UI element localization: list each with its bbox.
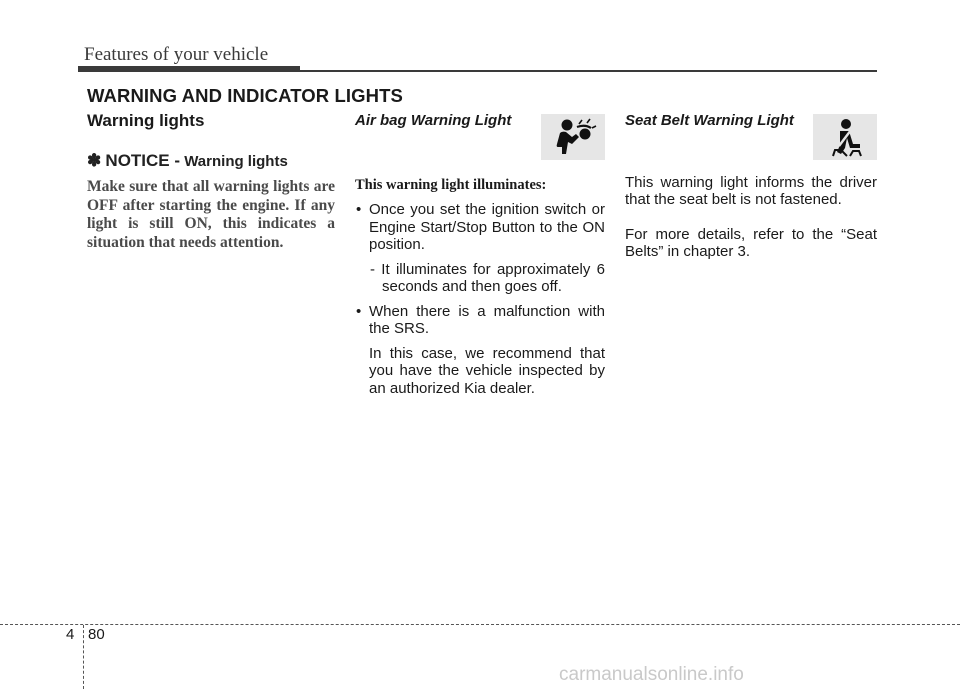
airbag-bullet-ignition: • Once you set the ignition switch or Engine Start/Stop Button to the ON position. xyxy=(355,201,605,254)
section-title: WARNING AND INDICATOR LIGHTS xyxy=(87,85,403,106)
notice-label: NOTICE - xyxy=(105,150,181,170)
airbag-subitem-duration: - It illuminates for approximately 6 seconds and then goes off. xyxy=(370,260,605,295)
page-number: 80 xyxy=(88,626,105,643)
watermark: carmanualsonline.info xyxy=(559,664,744,685)
column-airbag-light xyxy=(355,110,605,397)
column-seatbelt-light xyxy=(625,110,877,261)
airbag-recommendation: In this case, we recommend that you have the vehicle inspected by an authorized Kia dealer. xyxy=(369,344,605,397)
chapter-number: 4 xyxy=(66,626,75,643)
warning-lights-heading: Warning lights xyxy=(87,111,205,130)
running-header-title: Features of your vehicle xyxy=(84,44,269,65)
seatbelt-reference: For more details, refer to the “Seat Belts” in chapter 3. xyxy=(625,225,877,260)
header-rule-thick xyxy=(78,66,300,72)
airbag-warning-icon xyxy=(541,114,605,160)
seatbelt-light-title: Seat Belt Warning Light xyxy=(625,112,794,129)
header-rule-thin xyxy=(300,70,877,72)
seatbelt-description: This warning light informs the driver that the seat belt is not fastened. xyxy=(625,173,877,208)
notice-body: Make sure that all warning lights are OFF after starting the engine. If any light is still ON, this indicates a situation that needs attention. xyxy=(87,178,335,251)
seatbelt-warning-icon xyxy=(813,114,877,160)
footer-rule xyxy=(0,624,960,625)
airbag-lead: This warning light illuminates: xyxy=(355,176,547,193)
airbag-light-title: Air bag Warning Light xyxy=(355,112,512,129)
column-warning-lights xyxy=(87,110,335,252)
airbag-bullet-malfunction: • When there is a malfunction with the SRS. xyxy=(355,303,605,338)
notice-mark-icon: ✽ xyxy=(87,150,102,170)
notice-heading xyxy=(87,152,335,171)
footer-divider xyxy=(83,625,84,689)
notice-subject: Warning lights xyxy=(184,152,288,170)
